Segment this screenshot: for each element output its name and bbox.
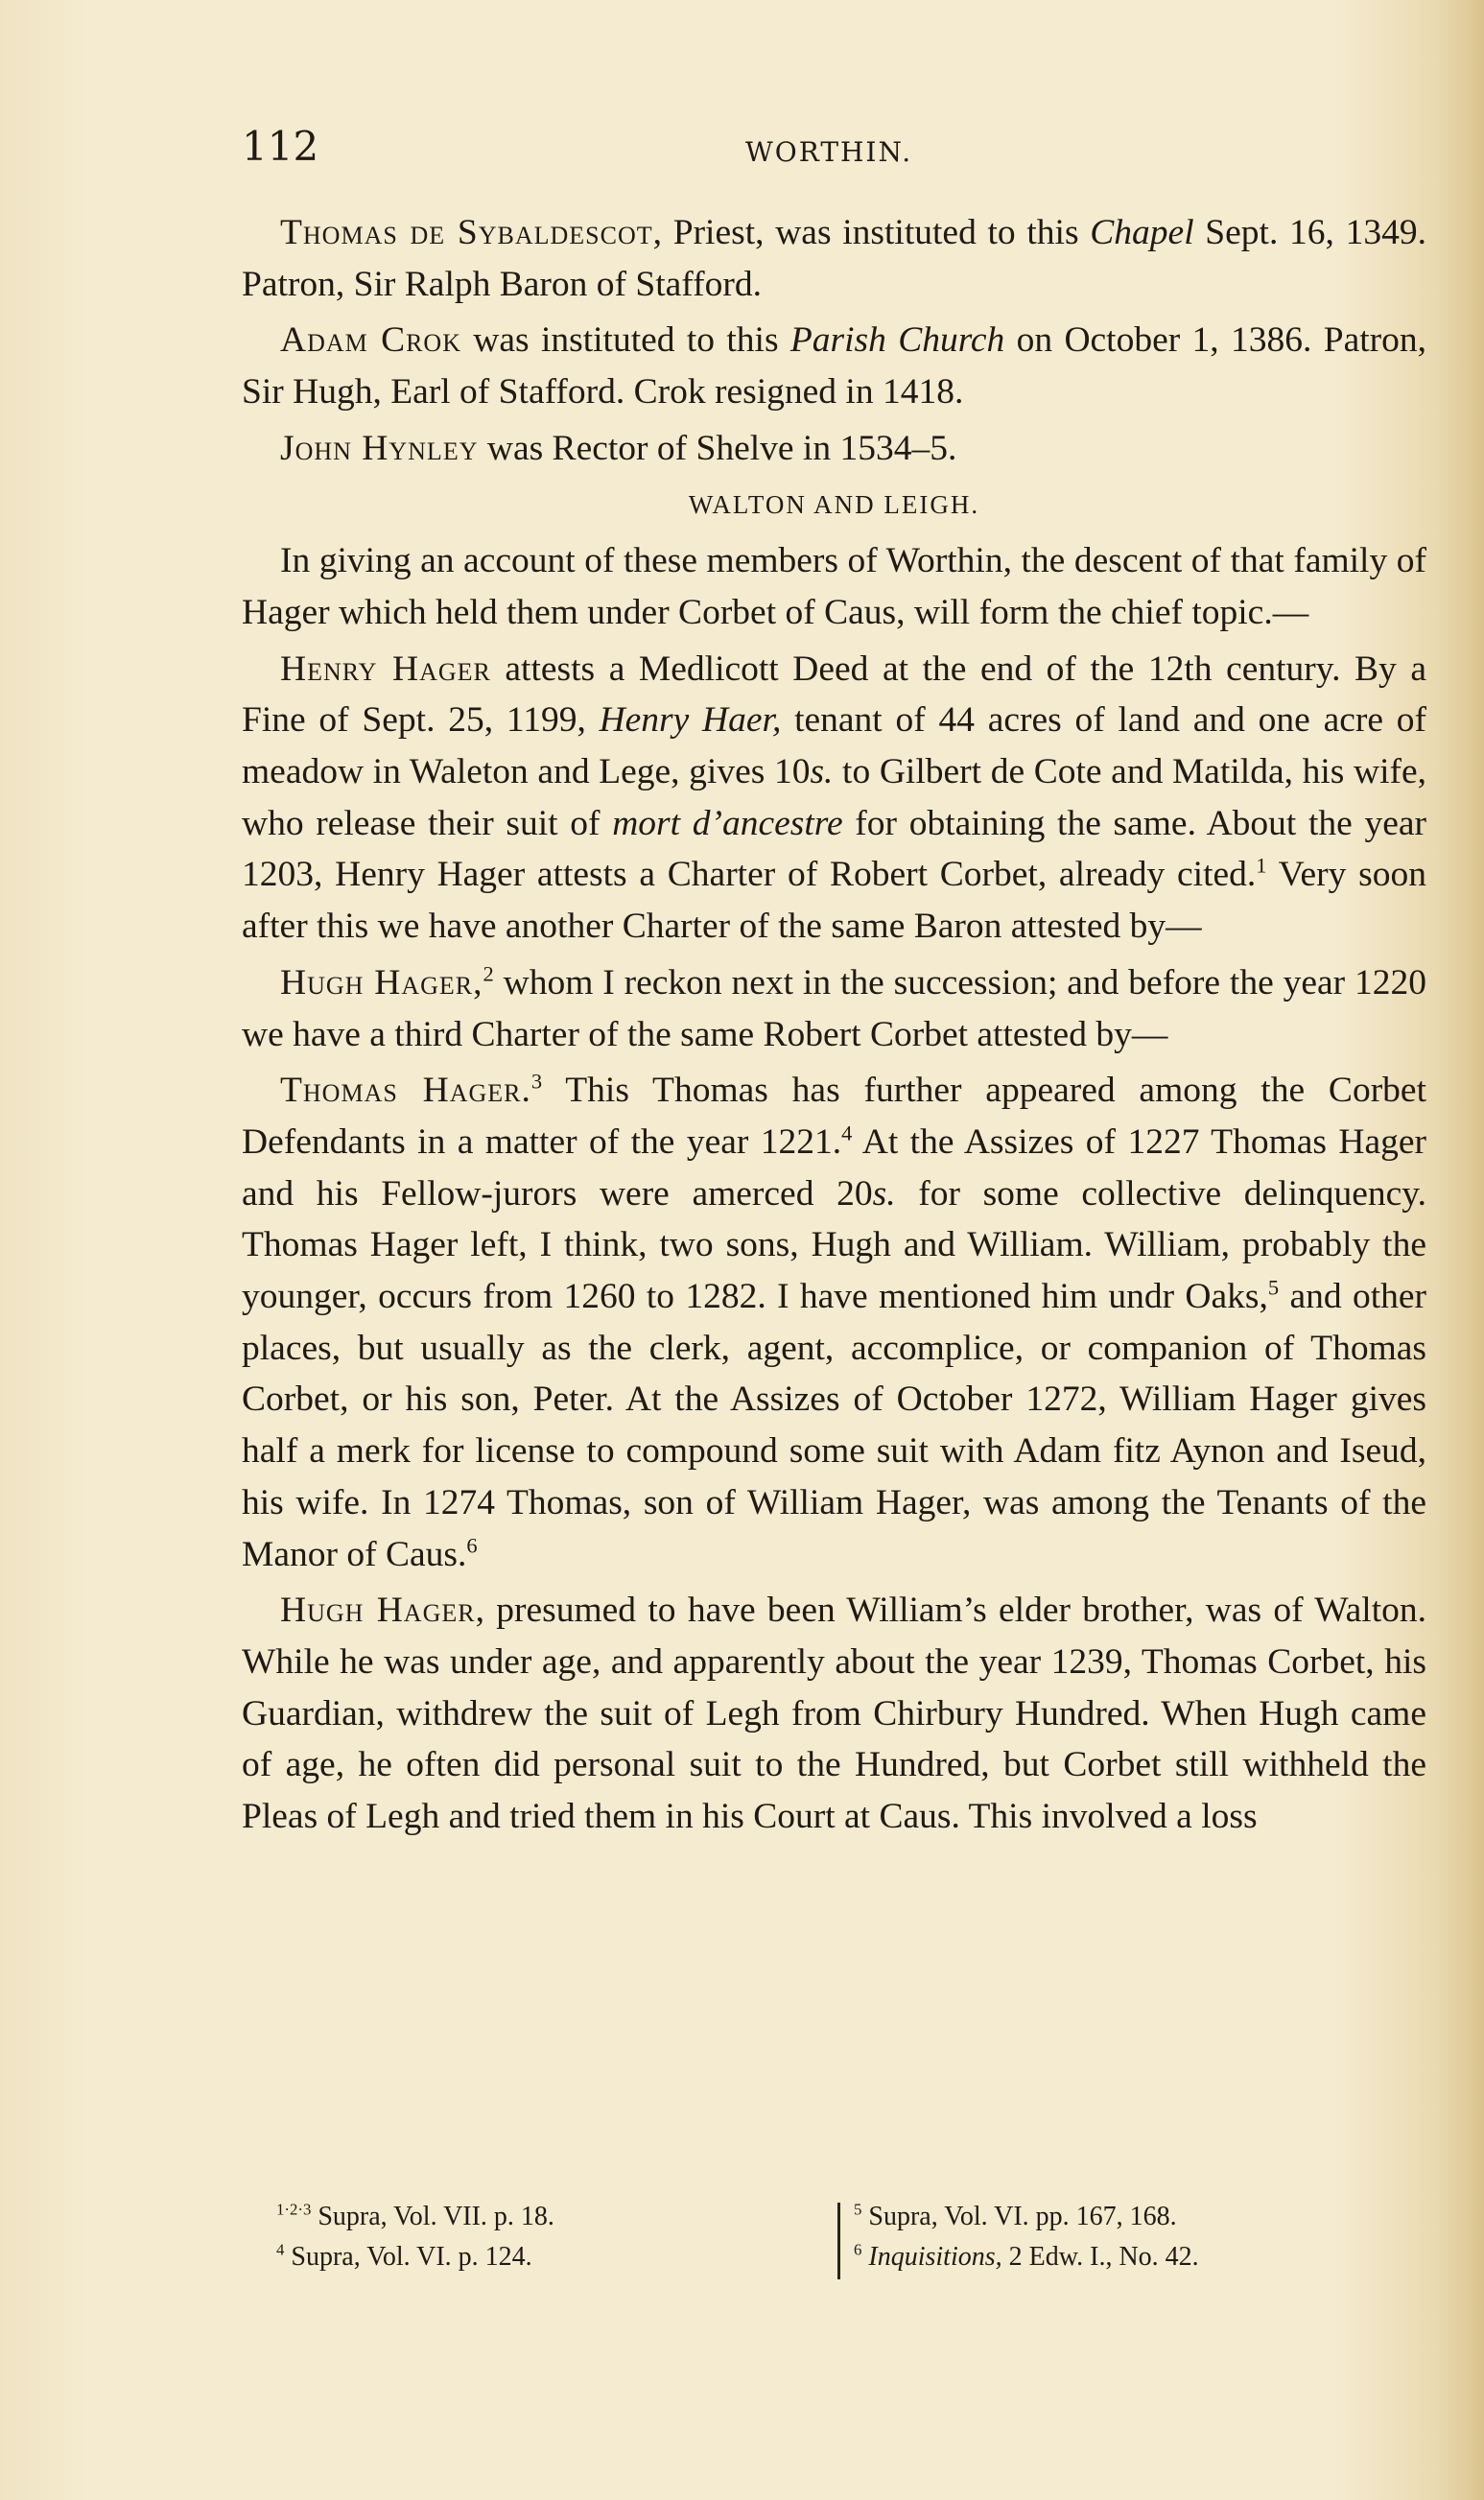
paragraph-hynley: John Hynley was Rector of Shelve in 1534–5. [280, 428, 957, 468]
footnotes-right-column [854, 2197, 1429, 2277]
paragraph-thomas-hager: Thomas Hager.$^3$ This Thomas has further appeared among the Corbet Defendants in a matter of the year 1221.$^4$ At the Assizes of 1227 Thomas Hager and his Fellow-jurors were amerced 20s. for some collective delinquency. Thomas Hager left, I think, two sons, Hugh and William. William, probably the younger, occurs from 1260 to 1282. I have mentioned him undr Oaks,$^5$ and other places, but usually as the clerk, agent, accomplice, or companion of Thomas Corbet, or his son, Peter. At the Assizes of October 1272, William Hager gives half a merk for license to compound some suit with Adam fitz Aynon and Iseud, his wife. In 1274 Thomas, son of William Hager, was among the Tenants of the Manor of Caus.$^6$ [242, 1069, 1426, 1574]
footnote: $^6$ Inquisitions, 2 Edw. I., No. 42. [854, 2240, 1199, 2272]
footnote: $^{1\cdot 2\cdot 3}$ Supra, Vol. VII. p. 18. [276, 2200, 554, 2231]
footnote: $^4$ Supra, Vol. VI. p. 124. [276, 2240, 532, 2272]
footnotes-left-column [276, 2197, 813, 2277]
footnote-ref[interactable]: 3 [530, 1069, 543, 1094]
paragraph-hugh-hager-2: Hugh Hager, presumed to have been William’s elder brother, was of Walton. While he was under age, and apparently about the year 1239, Thomas Corbet, his Guardian, withdrew the suit of Legh from Chirbury Hundred. When Hugh came of age, he often did personal suit to the Hundred, but Corbet still withheld the Pleas of Legh and tried them in his Court at Caus. This involved a loss [242, 1591, 1426, 1837]
footnote-ref[interactable]: 1 [1256, 853, 1267, 878]
running-title: WORTHIN. [745, 136, 913, 168]
paragraph-hugh-hager-1: Hugh Hager,$^2$ whom I reckon next in the succession; and before the year 1220 we have a third Charter of the same Robert Corbet attested by— [242, 961, 1426, 1054]
paragraph-crok: Adam Crok was instituted to this Parish Church on October 1, 1386. Patron, Sir Hugh, Earl of Stafford. Crok resigned in 1418. [242, 320, 1426, 413]
footnote-ref[interactable]: 2 [483, 961, 494, 986]
footnote: $^5$ Supra, Vol. VI. pp. 167, 168. [854, 2200, 1177, 2231]
paragraph-henry-hager: Henry Hager attests a Medlicott Deed at the end of the 12th century. By a Fine of Sept. 25, 1199, Henry Haer, tenant of 44 acres of land and one acre of meadow in Waleton and Lege, gives 10s. to Gilbert de Cote and Matilda, his wife, who release their suit of mort d’ancestre for obtaining the same. About the year 1203, Henry Hager attests a Charter of Robert Corbet, already cited.$^1$ Very soon after this we have another Charter of the same Baron attested by— [242, 649, 1427, 947]
footnotes [259, 2197, 1429, 2293]
footnote-divider [837, 2203, 840, 2279]
paragraph-sybaldescot: Thomas de Sybaldescot, Priest, was instituted to this Chapel Sept. 16, 1349. Patron, Sir Ralph Baron of Stafford. [242, 213, 1427, 304]
page-number: 112 [242, 123, 319, 170]
running-head [242, 123, 1431, 180]
footnote-ref[interactable]: 6 [466, 1533, 478, 1558]
footnote-ref[interactable]: 4 [841, 1120, 853, 1145]
footnote-ref[interactable]: 5 [1267, 1275, 1280, 1300]
section-title: WALTON AND LEIGH. [688, 489, 980, 519]
body-text [242, 207, 1426, 1843]
paragraph-intro: In giving an account of these members of Worthin, the descent of that family of Hager which held them under Corbet of Caus, will form the chief topic.— [242, 541, 1426, 632]
